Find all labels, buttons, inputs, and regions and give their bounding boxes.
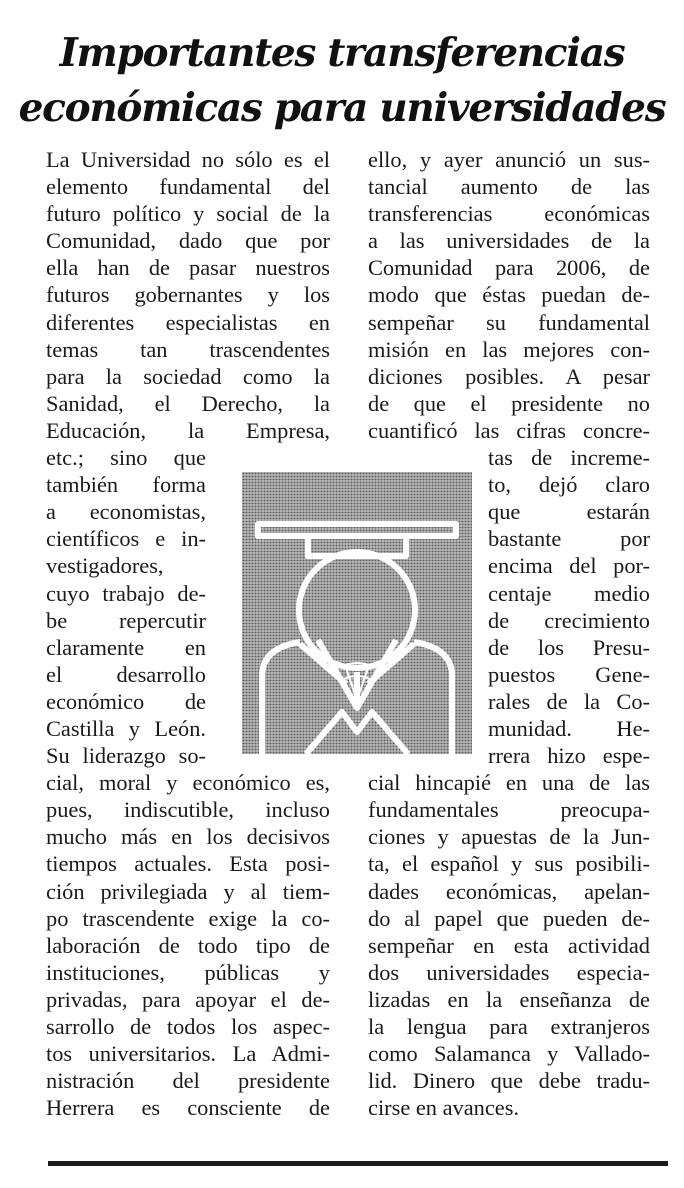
text-line: cial, moral y económico es, <box>46 770 330 796</box>
text-line: de los Presu- <box>488 634 650 660</box>
text-line: rales de la Co- <box>488 688 650 714</box>
text-line: be repercutir <box>46 607 206 633</box>
text-line: Comunidad para 2006, de <box>368 255 650 281</box>
graduate-icon <box>242 472 472 754</box>
text-line: centaje medio <box>488 580 650 606</box>
text-line: científicos e in- <box>46 526 206 552</box>
text-line: Sanidad, el Derecho, la <box>46 390 330 416</box>
text-line: laboración de todo tipo de <box>46 932 330 958</box>
text-line: rrera hizo espe- <box>488 743 650 769</box>
text-line: Castilla y León. <box>46 715 206 741</box>
text-line: po trascendente exige la co- <box>46 905 330 931</box>
text-line: Herrera es consciente de <box>46 1095 330 1121</box>
headline-line-2: económicas para universidades <box>18 85 666 131</box>
text-line: transferencias económicas <box>368 201 650 227</box>
text-line: como Salamanca y Vallado- <box>368 1041 650 1067</box>
text-line: misión en las mejores con- <box>368 336 650 362</box>
text-line: económico de <box>46 688 206 714</box>
text-line: Comunidad, dado que por <box>46 228 330 254</box>
text-line: cuantificó las cifras concre- <box>368 417 650 443</box>
text-line: to, dejó claro <box>488 472 650 498</box>
text-line: tiempos actuales. Esta posi- <box>46 851 330 877</box>
text-line: fundamentales preocupa- <box>368 797 650 823</box>
text-line: cuyo trabajo de- <box>46 580 206 606</box>
text-line: sarrollo de todos los aspec- <box>46 1014 330 1039</box>
text-line: futuros gobernantes y los <box>46 282 330 308</box>
text-line: vestigadores, <box>46 553 164 579</box>
text-line: lid. Dinero que debe tradu- <box>368 1068 650 1094</box>
text-line: diciones posibles. A pesar <box>368 363 650 389</box>
headline-line-1: Importantes transferencias <box>59 30 625 76</box>
headline <box>0 26 684 136</box>
text-line: mucho más en los decisivos <box>46 824 330 850</box>
text-line: elemento fundamental del <box>46 174 330 200</box>
text-line: claramente en <box>46 634 206 660</box>
text-line: tas de increme- <box>488 445 650 471</box>
text-line: cirse en avances. <box>368 1095 520 1121</box>
text-line: sempeñar su fundamental <box>368 309 650 335</box>
text-line: ta, el español y sus posibili- <box>368 851 650 877</box>
text-line: para la sociedad como la <box>46 363 330 389</box>
text-line: sempeñar en esta actividad <box>368 932 650 958</box>
text-line: instituciones, públicas y <box>46 959 330 985</box>
figure <box>242 472 472 754</box>
text-line: dos universidades especia- <box>368 959 650 985</box>
text-line: lizadas en la enseñanza de <box>368 986 650 1012</box>
text-line: a las universidades de la <box>368 228 650 254</box>
text-line: diferentes especialistas en <box>46 309 330 335</box>
text-line: La Universidad no sólo es el <box>46 147 330 172</box>
text-line: ción privilegiada y al tiem- <box>46 878 330 904</box>
text-line: futuro político y social de la <box>46 201 330 227</box>
text-line: Su liderazgo so- <box>46 743 206 769</box>
text-line: el desarrollo <box>46 661 206 687</box>
text-line: cial hincapié en una de las <box>368 770 650 796</box>
text-line: do al papel que pueden de- <box>368 905 650 931</box>
text-line: etc.; sino que <box>46 445 206 471</box>
text-line: encima del por- <box>488 553 650 579</box>
text-line: Educación, la Empresa, <box>46 417 330 443</box>
text-line: nistración del presidente <box>46 1068 330 1094</box>
text-line: pues, indiscutible, incluso <box>46 797 330 823</box>
text-line: tancial aumento de las <box>368 174 650 200</box>
text-line: de que el presidente no <box>368 390 650 416</box>
text-line: bastante por <box>488 526 650 552</box>
text-line: ciones y apuestas de la Jun- <box>368 824 650 850</box>
text-line: a economistas, <box>46 499 206 525</box>
text-line: privadas, para apoyar el de- <box>46 986 330 1012</box>
text-line: ella han de pasar nuestros <box>46 255 330 281</box>
text-line: tos universitarios. La Admi- <box>46 1041 330 1067</box>
text-line: puestos Gene- <box>488 661 650 687</box>
text-line: munidad. He- <box>488 715 650 741</box>
text-line: de crecimiento <box>488 607 650 633</box>
bottom-rule <box>48 1161 668 1166</box>
text-line: también forma <box>46 472 206 498</box>
text-line: ello, y ayer anunció un sus- <box>368 147 650 172</box>
text-line: la lengua para extranjeros <box>368 1014 650 1039</box>
text-line: modo que éstas puedan de- <box>368 282 650 308</box>
text-line: dades económicas, apelan- <box>368 878 650 904</box>
text-line: que estarán <box>488 499 650 525</box>
text-line: temas tan trascendentes <box>46 336 330 362</box>
